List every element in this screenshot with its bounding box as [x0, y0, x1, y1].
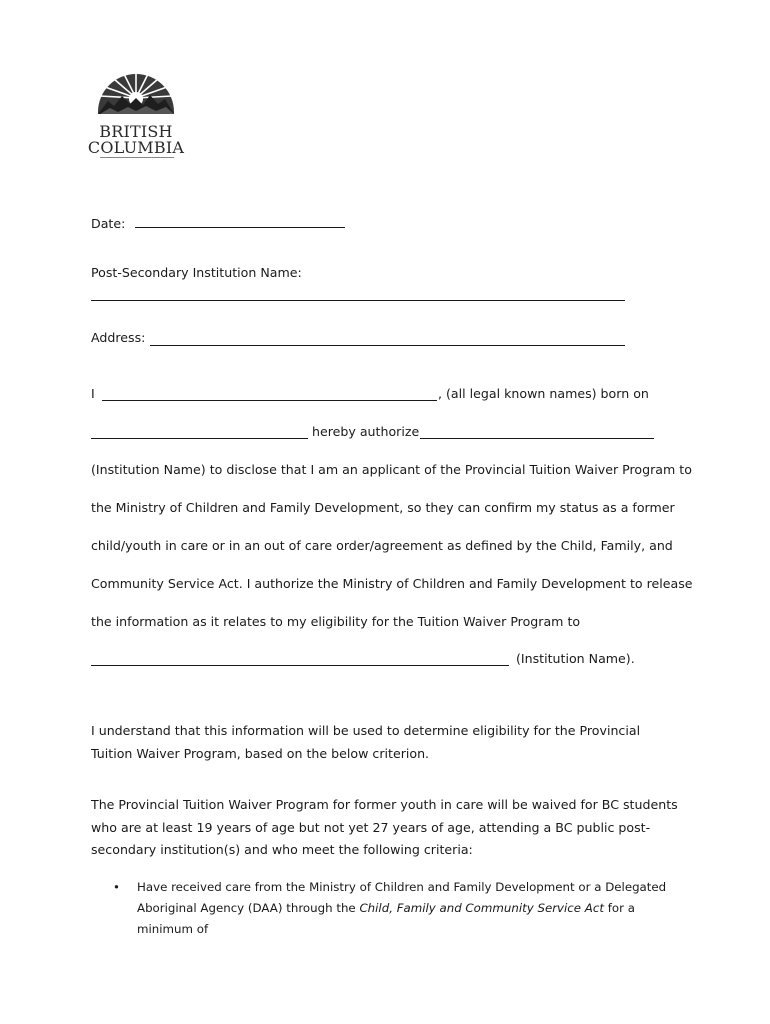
birth-date-field[interactable] [91, 438, 308, 439]
bullet-text-after: for a minimum of [137, 901, 635, 936]
address-row [91, 330, 145, 346]
bullet-text-act-title: Child, Family and Community Service Act [359, 901, 604, 915]
criteria-paragraph: The Provincial Tuition Waiver Program for former youth in care will be waived for BC students who are at least 19 years of age but not yet 27 years of age, attending a BC public post-secondary institution(s) and who meet the following criteria: [91, 797, 678, 857]
authorization-line-2: the Ministry of Children and Family Development, so they can confirm my status as a former [91, 500, 675, 515]
address-label: Address: [91, 330, 146, 345]
bullet-text-before: Have received care from the Ministry of Children and Family Development or a Delegated Aboriginal Agency (DAA) through the [137, 880, 667, 915]
logo-text-british: BRITISH [99, 122, 173, 141]
authorization-line-5: the information as it relates to my eligibility for the Tuition Waiver Program to [91, 614, 581, 629]
authorization-line-4: Community Service Act. I authorize the Ministry of Children and Family Development to release [91, 576, 693, 591]
understand-paragraph: I understand that this information will be used to determine eligibility for the Provincial Tuition Waiver Program, based on the below criterion. [91, 723, 641, 761]
date-label: Date: [91, 216, 126, 231]
hereby-authorize-text: hereby authorize [312, 424, 420, 439]
authorized-institution-field[interactable] [420, 438, 654, 439]
bullet-icon: • [113, 880, 120, 894]
legal-names-text: , (all legal known names) born on [438, 386, 649, 401]
logo-underline [100, 157, 174, 158]
institution-name-field[interactable] [91, 300, 625, 301]
institution-label: Post-Secondary Institution Name: [91, 265, 302, 280]
authorization-line-3: child/youth in care or in an out of care order/agreement as defined by the Child, Family, and [91, 538, 673, 553]
institution-name-suffix: (Institution Name). [516, 651, 635, 666]
logo-text-columbia: COLUMBIA [87, 138, 185, 157]
bullet-text [137, 877, 682, 940]
release-institution-field[interactable] [91, 665, 509, 666]
authorization-line-1: (Institution Name) to disclose that I am an applicant of the Provincial Tuition Waiver Program to [91, 462, 692, 477]
legal-names-field[interactable] [102, 400, 437, 401]
date-row [91, 215, 345, 232]
i-label: I [91, 386, 95, 401]
date-field[interactable] [135, 215, 345, 228]
address-field[interactable] [150, 345, 625, 346]
